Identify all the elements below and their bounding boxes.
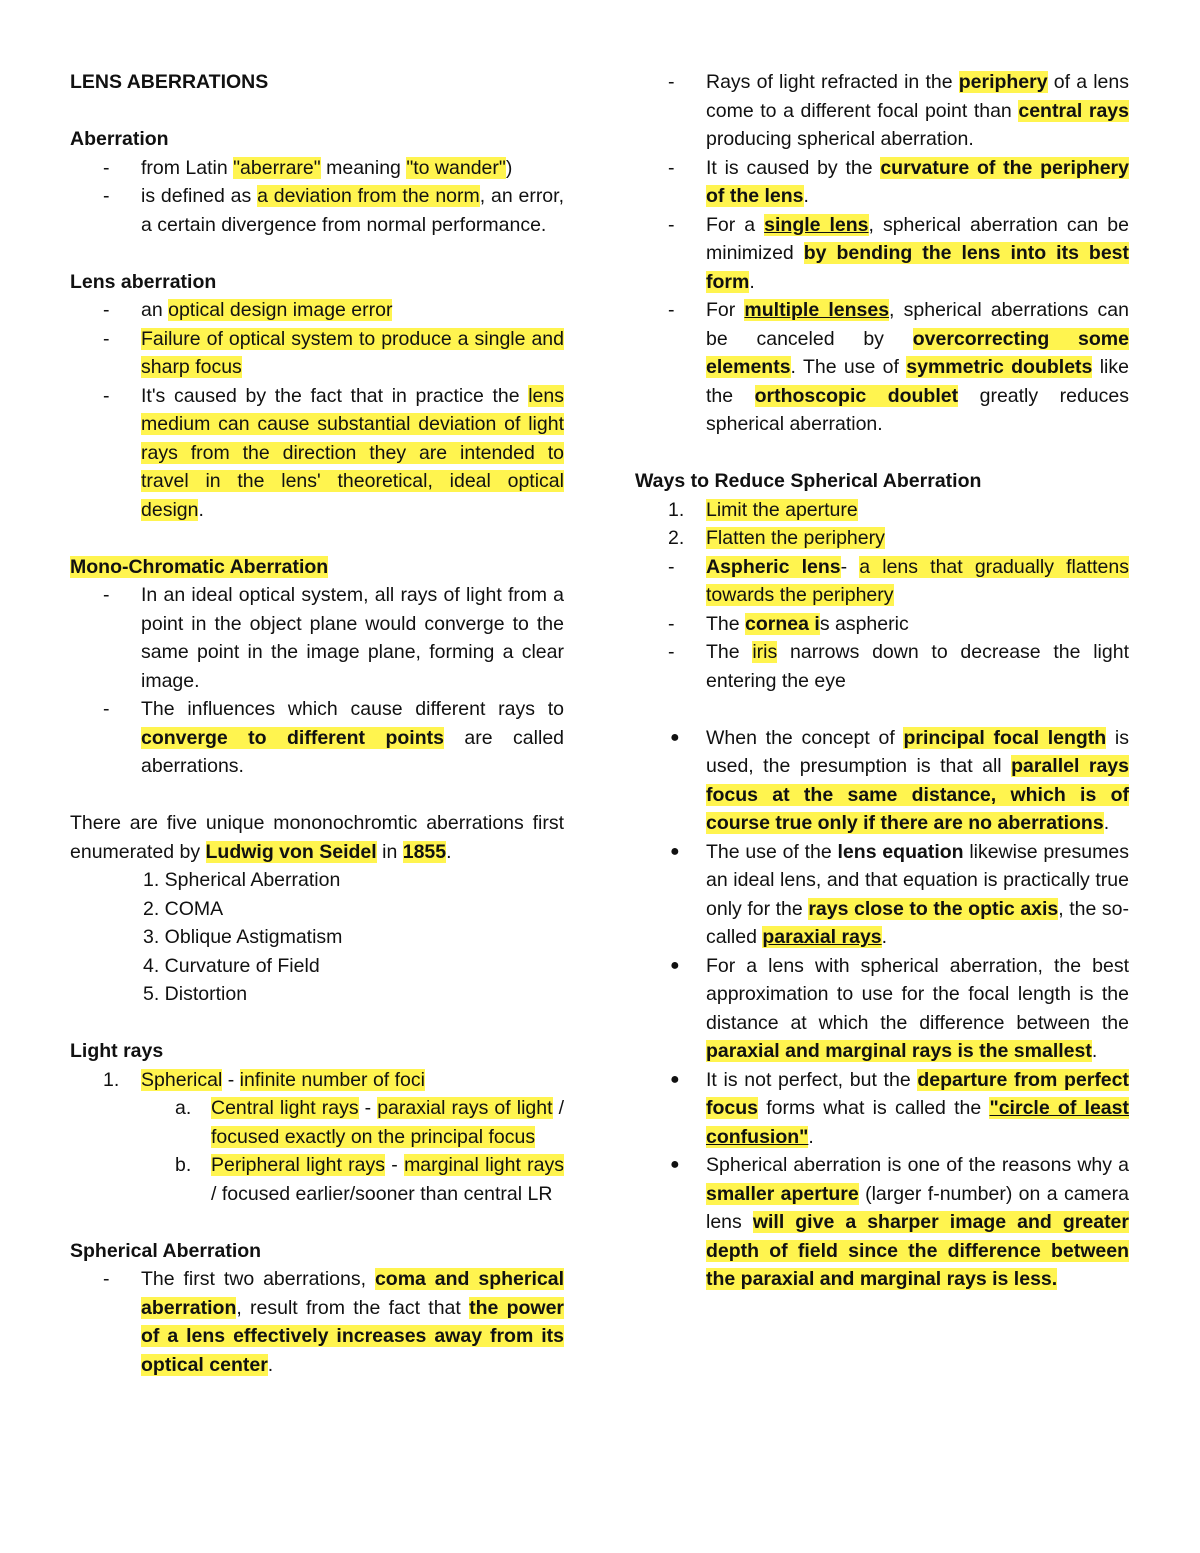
mono-chromatic-heading: Mono-Chromatic Aberration — [70, 555, 329, 578]
bullet-dot: ● — [670, 1070, 680, 1088]
lettered-item: a. Central light rays - paraxial rays of light / focused exactly on the principal focus — [175, 1097, 564, 1148]
dash-marker: - — [103, 185, 110, 207]
bullet-item: ● Spherical aberration is one of the reasons why a smaller aperture (larger f-number) on a camera lens will give a sharper image and greater depth of field since the difference between the paraxial and marginal rays is less. — [635, 1151, 1129, 1294]
list-item: - The iris narrows down to decrease the light entering the eye — [635, 638, 1129, 695]
list-item: - from Latin "aberrare" meaning "to wander") — [70, 154, 564, 183]
list-item: - For a single lens, spherical aberration can be minimized by bending the lens into its best form. — [635, 211, 1129, 297]
list-item: - In an ideal optical system, all rays of light from a point in the object plane would converge to the same point in the image plane, forming a clear image. — [70, 581, 564, 695]
lettered-item: b. Peripheral light rays - marginal light rays / focused earlier/sooner than central LR — [175, 1154, 564, 1205]
list-item: - The cornea is aspheric — [635, 610, 1129, 639]
list-item: - It is caused by the curvature of the periphery of the lens. — [635, 154, 1129, 211]
bullet-dot: ● — [670, 728, 680, 746]
list-item: 5. Distortion — [143, 983, 248, 1005]
dash-marker: - — [103, 584, 110, 606]
dash-marker: - — [668, 156, 675, 179]
bullet-dot: ● — [670, 1156, 680, 1173]
dash-marker: - — [103, 299, 110, 321]
list-item: 3. Oblique Astigmatism — [143, 926, 343, 948]
list-item: - an optical design image error — [70, 296, 564, 325]
bullet-item: ● The use of the lens equation likewise presumes an ideal lens, and that equation is practically true only for the rays close to the optic axis, the so-called paraxial rays. — [635, 838, 1129, 952]
numbered-item: 1. Limit the aperture — [668, 498, 858, 521]
seidel-aberration-list — [70, 866, 564, 1009]
lens-aberration-heading: Lens aberration — [70, 270, 217, 293]
dash-marker: - — [668, 71, 675, 93]
dash-marker: - — [668, 213, 675, 236]
aberration-heading: Aberration — [70, 128, 169, 150]
dash-marker: - — [668, 555, 675, 578]
numbered-item: 1. Spherical - infinite number of foci — [103, 1068, 425, 1091]
list-item: - is defined as a deviation from the norm, an error, a certain divergence from normal performance. — [70, 182, 564, 239]
bullet-item: ● It is not perfect, but the departure from perfect focus forms what is called the "circle of least confusion". — [635, 1066, 1129, 1152]
list-item: 2. COMA — [143, 897, 224, 920]
list-item: - The first two aberrations, coma and spherical aberration, result from the fact that the power of a lens effectively increases away from its optical center. — [70, 1265, 564, 1379]
bullet-dot: ● — [670, 842, 680, 860]
dash-marker: - — [668, 299, 675, 321]
list-item: - The influences which cause different rays to converge to different points are called aberrations. — [70, 695, 564, 781]
bullet-dot: ● — [670, 956, 680, 974]
document-title: LENS ABERRATIONS — [70, 71, 269, 93]
list-item: - Failure of optical system to produce a single and sharp focus — [70, 325, 564, 382]
dash-marker: - — [103, 156, 110, 179]
list-item: 4. Curvature of Field — [143, 954, 320, 977]
dash-marker: - — [103, 698, 110, 720]
numbered-item: 2. Flatten the periphery — [668, 527, 885, 549]
right-column — [635, 68, 1129, 1294]
seidel-paragraph: There are five unique mononochromtic aberrations first enumerated by Ludwig von Seidel in 1855. — [70, 812, 564, 863]
list-item: - Rays of light refracted in the periphery of a lens come to a different focal point than central rays producing spherical aberration. — [635, 68, 1129, 154]
list-item: - For multiple lenses, spherical aberrations can be canceled by overcorrecting some elements. The use of symmetric doublets like the orthoscopic doublet greatly reduces spherical aberration. — [635, 296, 1129, 439]
light-rays-heading: Light rays — [70, 1040, 164, 1062]
list-item: - It's caused by the fact that in practice the lens medium can cause substantial deviation of light rays from the direction they are intended to travel in the lens' theoretical, ideal optical design. — [70, 382, 564, 525]
ways-heading: Ways to Reduce Spherical Aberration — [635, 470, 982, 492]
bullet-item: ● For a lens with spherical aberration, the best approximation to use for the focal length is the distance at which the difference between the paraxial and marginal rays is the smallest. — [635, 952, 1129, 1066]
dash-marker: - — [668, 612, 675, 635]
dash-marker: - — [103, 327, 110, 350]
dash-marker: - — [103, 384, 110, 407]
dash-marker: - — [668, 641, 675, 663]
left-column — [70, 68, 564, 1379]
list-item: 1. Spherical Aberration — [143, 869, 341, 891]
dash-marker: - — [103, 1268, 110, 1290]
bullet-item: ● When the concept of principal focal length is used, the presumption is that all parallel rays focus at the same distance, which is of course true only if there are no aberrations. — [635, 724, 1129, 838]
list-item: - Aspheric lens- a lens that gradually flattens towards the periphery — [635, 553, 1129, 610]
spherical-aberration-heading: Spherical Aberration — [70, 1239, 262, 1262]
